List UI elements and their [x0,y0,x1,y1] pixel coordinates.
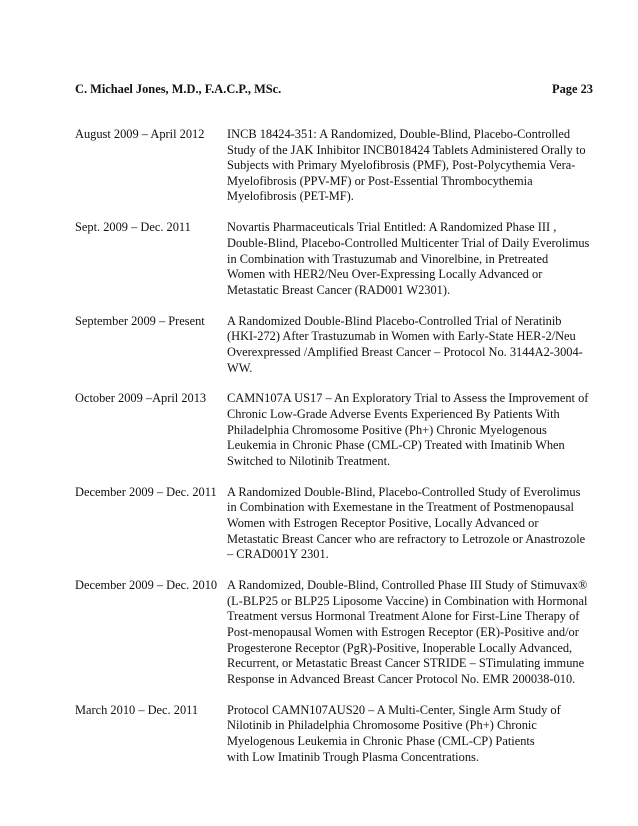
description-line: Recurrent, or Metastatic Breast Cancer STRIDE – STimulating immune [227,656,585,671]
description-line: Treatment versus Hormonal Treatment Alone for First-Line Therapy of [227,609,580,624]
description-line: (L-BLP25 or BLP25 Liposome Vaccine) in Combination with Hormonal [227,593,588,608]
description-line: A Randomized Double-Blind Placebo-Controlled Trial of Neratinib [227,313,562,328]
description-line: Chronic Low-Grade Adverse Events Experienced By Patients With [227,407,560,422]
description-line: Metastatic Breast Cancer who are refractory to Letrozole or Anastrozole [227,531,586,546]
page-header [75,81,593,97]
trial-description [227,703,595,765]
description-line: Protocol CAMN107AUS20 – A Multi-Center, Single Arm Study of [227,702,561,717]
trial-date-range: December 2009 – Dec. 2011 [75,484,217,499]
trial-description [227,127,595,205]
trial-date-range: September 2009 – Present [75,313,205,328]
trial-list [75,127,595,781]
description-line: Women with Estrogen Receptor Positive, Locally Advanced or [227,516,539,531]
description-line: – CRAD001Y 2301. [227,547,329,562]
trial-date-range: March 2010 – Dec. 2011 [75,702,199,717]
description-line: Study of the JAK Inhibitor INCB018424 Tablets Administered Orally to [227,142,586,157]
description-line: Philadelphia Chromosome Positive (Ph+) Chronic Myelogenous [227,422,547,437]
trial-entry [75,127,595,205]
description-line: WW. [227,360,253,375]
description-line: INCB 18424-351: A Randomized, Double-Blind, Placebo-Controlled [227,127,571,141]
trial-date-range: Sept. 2009 – Dec. 2011 [75,220,191,235]
description-line: A Randomized Double-Blind, Placebo-Controlled Study of Everolimus [227,484,581,499]
trial-entry [75,485,595,563]
page-number: Page 23 [552,82,593,96]
description-line: Nilotinib in Philadelphia Chromosome Positive (Ph+) Chronic [227,718,537,733]
trial-entry [75,220,595,298]
description-line: Subjects with Primary Myelofibrosis (PMF), Post-Polycythemia Vera- [227,158,576,173]
description-line: Myelogenous Leukemia in Chronic Phase (CML-CP) Patients [227,733,535,748]
trial-description [227,314,595,376]
trial-entry [75,314,595,376]
trial-description [227,578,595,687]
description-line: CAMN107A US17 – An Exploratory Trial to Assess the Improvement of [227,391,589,406]
description-line: A Randomized, Double-Blind, Controlled Phase III Study of Stimuvax® [227,578,588,593]
trial-date-range: December 2009 – Dec. 2010 [75,578,218,593]
trial-date-range: August 2009 – April 2012 [75,127,205,141]
description-line: Post-menopausal Women with Estrogen Receptor (ER)-Positive and/or [227,624,579,639]
description-line: Switched to Nilotinib Treatment. [227,453,391,468]
description-line: Leukemia in Chronic Phase (CML-CP) Treated with Imatinib When [227,438,565,453]
description-line: Double-Blind, Placebo-Controlled Multicenter Trial of Daily Everolimus [227,235,590,250]
description-line: Myelofibrosis (PPV-MF) or Post-Essential Thrombocythemia [227,173,533,188]
description-line: Overexpressed /Amplified Breast Cancer – Protocol No. 3144A2-3004- [227,344,583,359]
trial-description [227,220,595,298]
trial-description [227,485,595,563]
trial-entry [75,703,595,765]
trial-date-range: October 2009 –April 2013 [75,391,207,406]
description-line: Metastatic Breast Cancer (RAD001 W2301). [227,282,451,297]
description-line: in Combination with Exemestane in the Treatment of Postmenopausal [227,500,574,515]
trial-description [227,391,595,469]
trial-entry [75,578,595,687]
description-line: in Combination with Trastuzumab and Vinorelbine, in Pretreated [227,251,549,266]
description-line: Response in Advanced Breast Cancer Protocol No. EMR 200038-010. [227,671,576,686]
description-line: with Low Imatinib Trough Plasma Concentrations. [227,749,479,764]
author-name: C. Michael Jones, M.D., F.A.C.P., MSc. [75,82,282,96]
description-line: (HKI-272) After Trastuzumab in Women with Early-State HER-2/Neu [227,329,576,344]
trial-entry [75,391,595,469]
description-line: Novartis Pharmaceuticals Trial Entitled: A Randomized Phase III , [227,220,557,235]
description-line: Myelofibrosis (PET-MF). [227,189,354,204]
description-line: Progesterone Receptor (PgR)-Positive, Inoperable Locally Advanced, [227,640,573,655]
description-line: Women with HER2/Neu Over-Expressing Locally Advanced or [227,267,543,282]
